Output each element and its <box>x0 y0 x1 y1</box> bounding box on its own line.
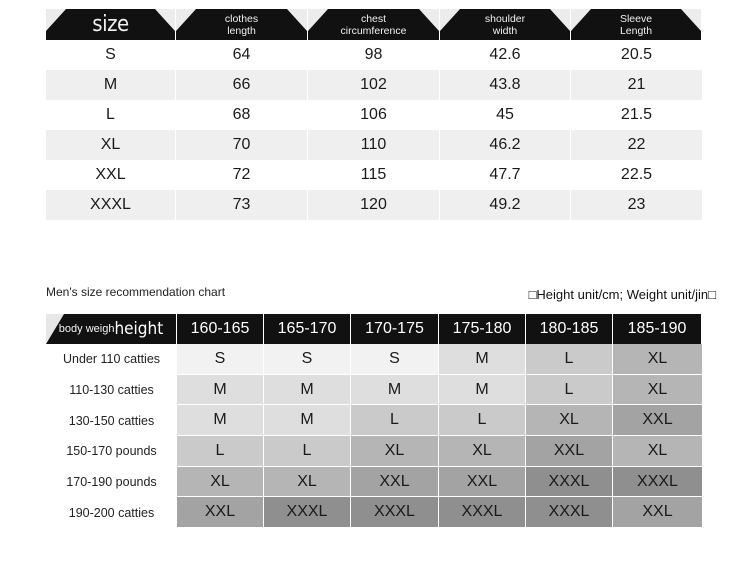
table-cell: 21 <box>571 70 702 100</box>
table-cell: 20.5 <box>571 40 702 70</box>
table-cell: 46.2 <box>440 130 571 160</box>
size-cell: XXXL <box>439 497 526 528</box>
weight-label: Under 110 catties <box>46 344 177 375</box>
table-cell: 68 <box>176 100 308 130</box>
header-clothes-length: clothes length <box>176 9 308 40</box>
size-cell: S <box>264 344 351 375</box>
size-cell: XXXL <box>264 497 351 528</box>
size-cell: L <box>264 436 351 467</box>
size-cell: XL <box>264 467 351 498</box>
table-cell: 102 <box>308 70 440 100</box>
weight-label: 190-200 catties <box>46 497 177 528</box>
size-table <box>46 9 702 220</box>
corner-weight-label: body weigh <box>58 323 115 335</box>
table-cell: 70 <box>176 130 308 160</box>
size-cell: L <box>351 405 439 436</box>
recommendation-caption: Men's size recommendation chart <box>46 285 226 299</box>
table-cell: S <box>46 40 176 70</box>
height-header: 165-170 <box>264 314 351 344</box>
size-cell: L <box>439 405 526 436</box>
corner-height-label: height <box>114 319 164 339</box>
size-cell: L <box>177 436 264 467</box>
size-cell: XXL <box>177 497 264 528</box>
table-cell: 21.5 <box>571 100 702 130</box>
table-cell: 42.6 <box>440 40 571 70</box>
header-sleeve-length: Sleeve Length <box>571 9 702 40</box>
weight-label: 170-190 pounds <box>46 467 177 498</box>
height-header: 170-175 <box>351 314 439 344</box>
size-cell: M <box>177 375 264 406</box>
table-cell: 106 <box>308 100 440 130</box>
table-cell: 23 <box>571 190 702 220</box>
size-cell: XL <box>613 436 702 467</box>
table-cell: 73 <box>176 190 308 220</box>
weight-label: 110-130 catties <box>46 375 177 406</box>
size-cell: M <box>264 405 351 436</box>
table-cell: 115 <box>308 160 440 190</box>
size-cell: L <box>526 375 613 406</box>
size-cell: XXXL <box>526 497 613 528</box>
header-chest-circumference: chest circumference <box>308 9 440 40</box>
recommendation-table <box>46 314 702 528</box>
weight-label: 150-170 pounds <box>46 436 177 467</box>
table-cell: L <box>46 100 176 130</box>
weight-label: 130-150 catties <box>46 405 177 436</box>
size-cell: XL <box>439 436 526 467</box>
size-cell: M <box>351 375 439 406</box>
table-cell: 72 <box>176 160 308 190</box>
table-cell: 43.8 <box>440 70 571 100</box>
size-cell: XXXL <box>526 467 613 498</box>
table-cell: 22.5 <box>571 160 702 190</box>
size-cell: XXL <box>351 467 439 498</box>
table-cell: M <box>46 70 176 100</box>
size-cell: XXL <box>613 497 702 528</box>
size-cell: XXXL <box>351 497 439 528</box>
size-cell: S <box>351 344 439 375</box>
table-cell: 22 <box>571 130 702 160</box>
size-cell: XXL <box>439 467 526 498</box>
size-cell: M <box>177 405 264 436</box>
table-cell: 45 <box>440 100 571 130</box>
size-cell: XXXL <box>613 467 702 498</box>
unit-note: □Height unit/cm; Weight unit/jin□ <box>528 287 716 302</box>
header-size: size <box>46 9 176 40</box>
size-cell: L <box>526 344 613 375</box>
size-cell: M <box>439 344 526 375</box>
table-cell: XXXL <box>46 190 176 220</box>
size-cell: XXL <box>526 436 613 467</box>
table-cell: 120 <box>308 190 440 220</box>
table-cell: 98 <box>308 40 440 70</box>
size-cell: M <box>264 375 351 406</box>
size-cell: XL <box>351 436 439 467</box>
height-header: 160-165 <box>177 314 264 344</box>
height-header: 175-180 <box>439 314 526 344</box>
height-header: 180-185 <box>526 314 613 344</box>
size-cell: XL <box>526 405 613 436</box>
table-cell: 64 <box>176 40 308 70</box>
corner-header <box>46 314 177 344</box>
size-cell: M <box>439 375 526 406</box>
size-cell: XXL <box>613 405 702 436</box>
table-cell: XL <box>46 130 176 160</box>
table-cell: 49.2 <box>440 190 571 220</box>
height-header: 185-190 <box>613 314 702 344</box>
header-shoulder-width: shoulder width <box>440 9 571 40</box>
table-cell: 66 <box>176 70 308 100</box>
table-cell: XXL <box>46 160 176 190</box>
size-cell: XL <box>613 344 702 375</box>
size-cell: XL <box>613 375 702 406</box>
table-cell: 47.7 <box>440 160 571 190</box>
table-cell: 110 <box>308 130 440 160</box>
size-cell: XL <box>177 467 264 498</box>
size-cell: S <box>177 344 264 375</box>
